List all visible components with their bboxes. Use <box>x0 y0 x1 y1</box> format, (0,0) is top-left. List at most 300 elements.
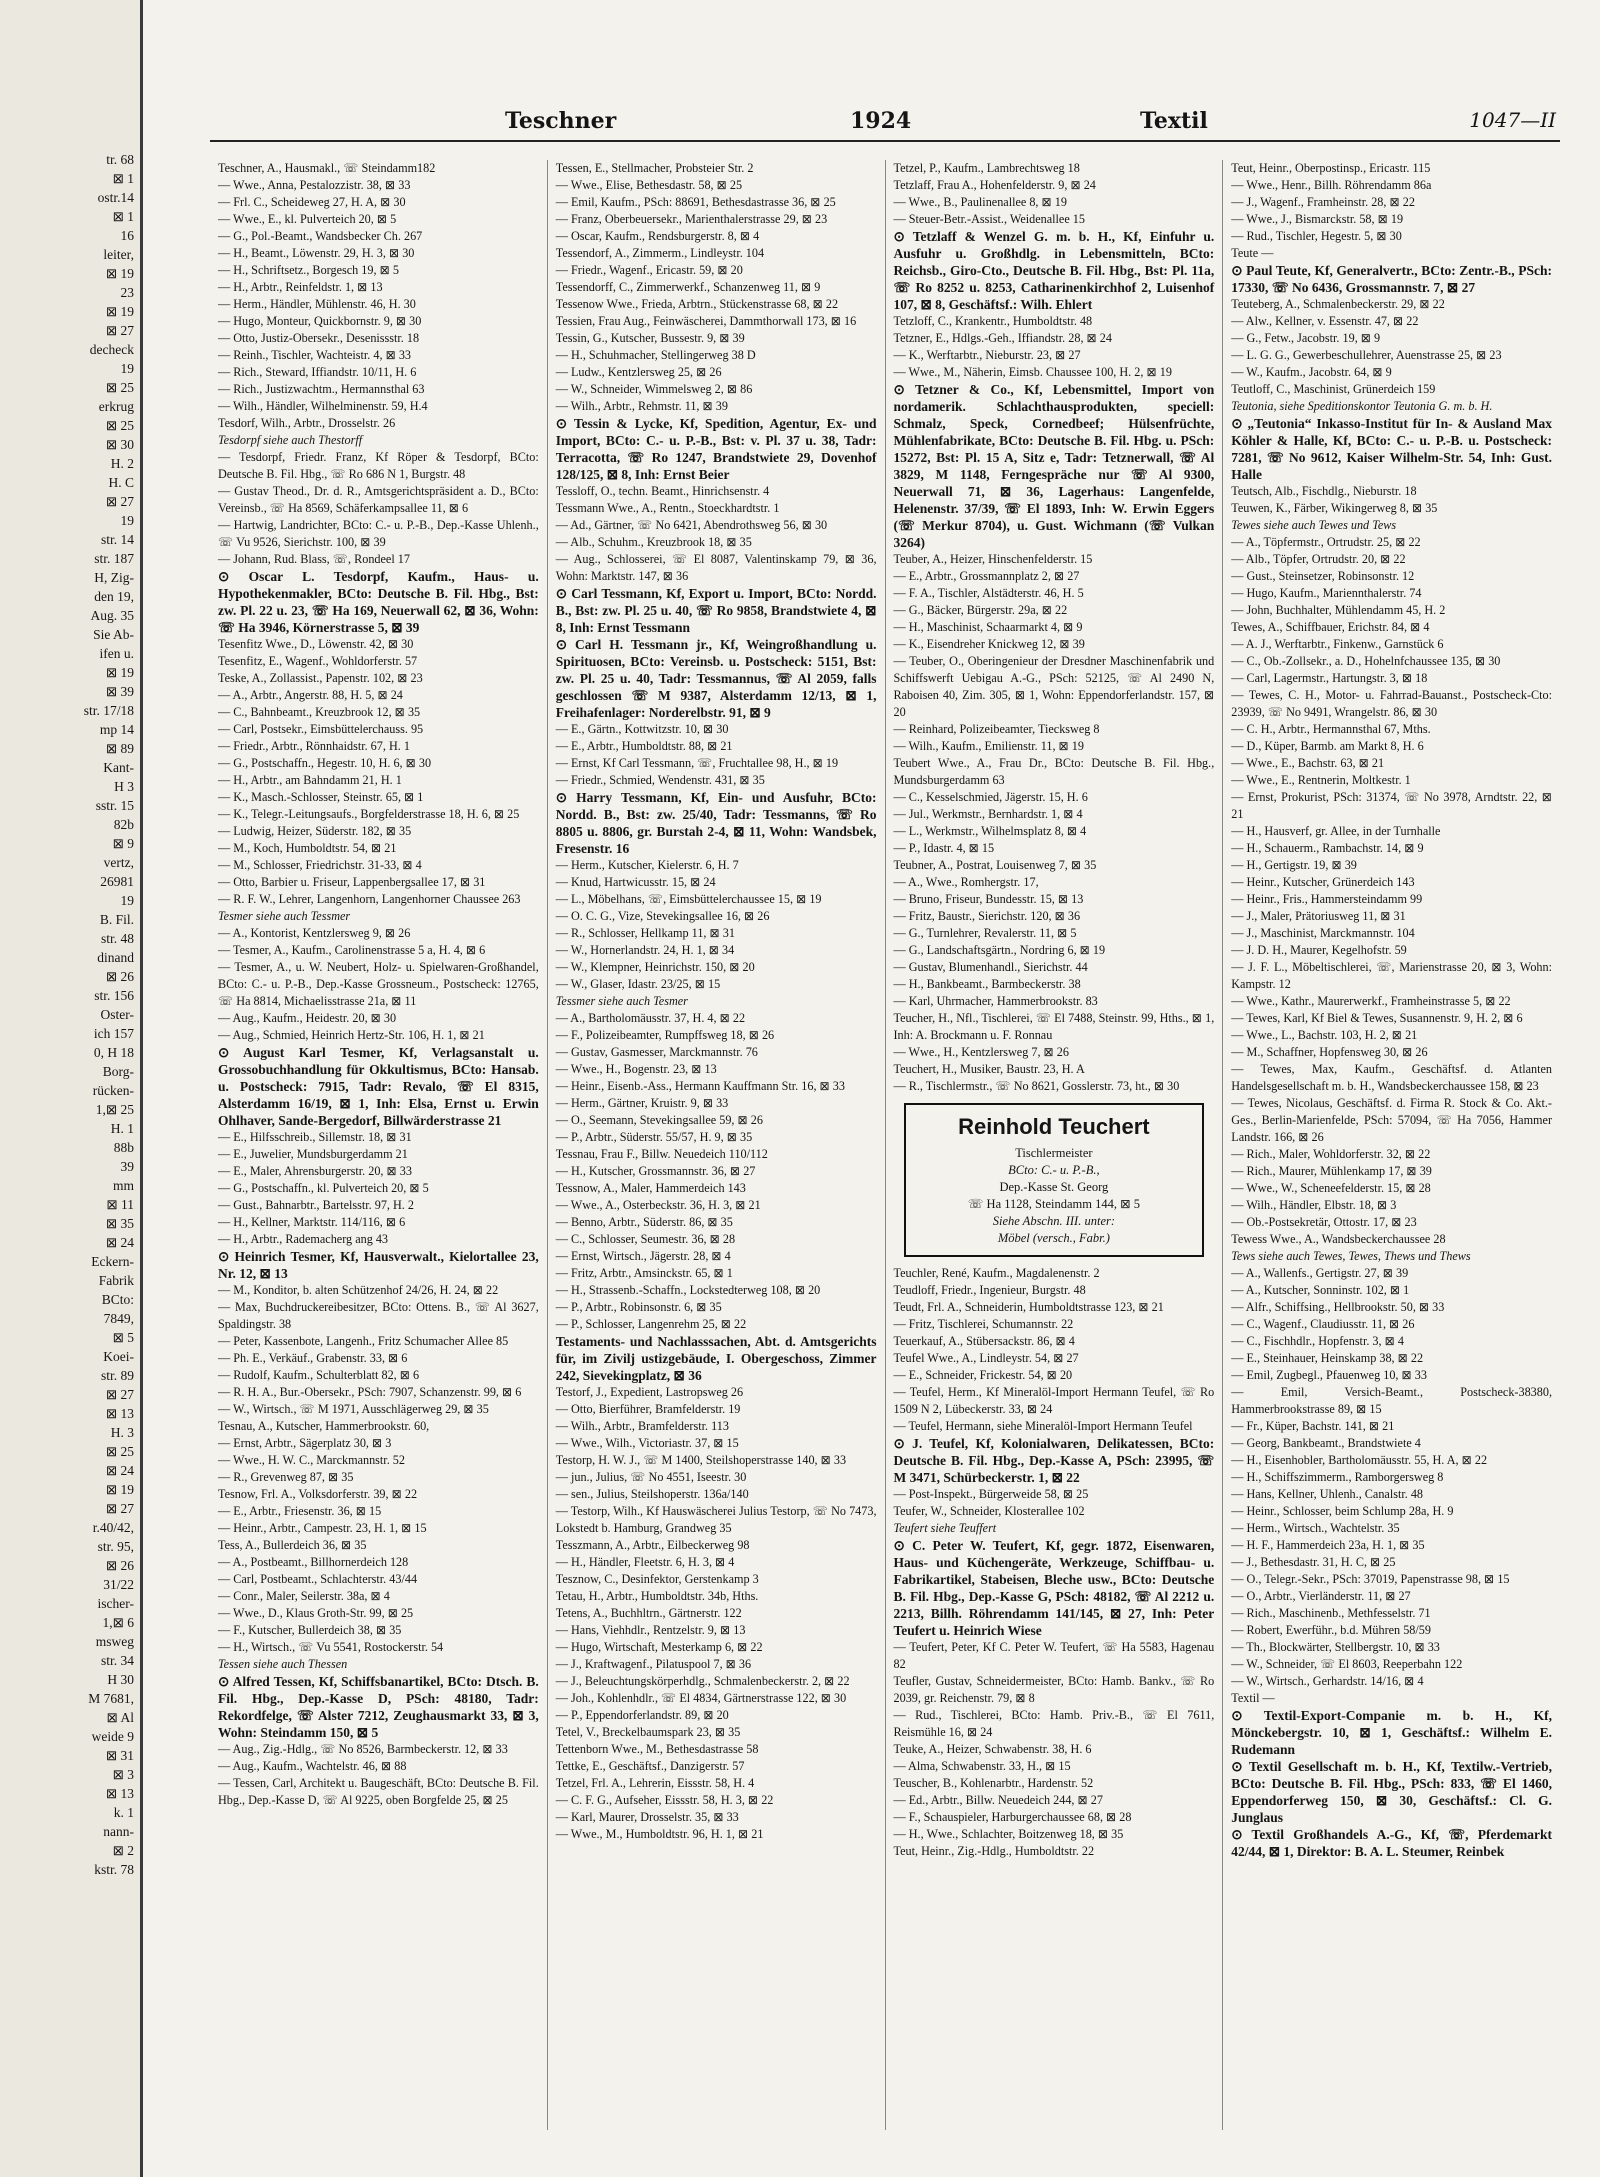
directory-entry: — H., Gertigstr. 19, ⊠ 39 <box>1231 858 1357 872</box>
edge-fragment: ⊠ 19 <box>105 665 134 680</box>
directory-entry: — Franz, Oberbeuersekr., Marienthalerstrasse 29, ⊠ 23 <box>555 212 828 226</box>
directory-entry: — R., Tischlermstr., ☏ No 8621, Gosslerstr. 73, ht., ⊠ 30 <box>893 1079 1180 1093</box>
edge-fragment: ⊠ 25 <box>105 418 134 433</box>
edge-fragment: ⊠ 24 <box>105 1463 134 1478</box>
directory-entry: — G., Turnlehrer, Revalerstr. 11, ⊠ 5 <box>893 926 1077 940</box>
edge-fragment: B. Fil. <box>99 912 134 927</box>
directory-entry: — A., Töpfermstr., Ortrudstr. 25, ⊠ 22 <box>1231 535 1421 549</box>
directory-entry: — P., Arbtr., Süderstr. 55/57, H. 9, ⊠ 35 <box>555 1130 753 1144</box>
directory-entry: — E., Gärtn., Kottwitzstr. 10, ⊠ 30 <box>555 722 729 736</box>
edge-fragment: ⊠ 26 <box>105 1558 134 1573</box>
directory-entry: Teufler, Gustav, Schneidermeister, BCto: Hamb. Bankv., ☏ Ro 2039, gr. Reichenstr. 79, ⊠ 8 <box>893 1674 1215 1705</box>
directory-entry: — Wwe., H., Bogenstr. 23, ⊠ 13 <box>555 1062 717 1076</box>
edge-fragment: ⊠ 11 <box>106 1197 134 1212</box>
advertisement-box <box>904 1103 1205 1257</box>
edge-fragment: ⊠ 5 <box>112 1330 134 1345</box>
column-2 <box>547 160 885 2130</box>
edge-fragment: ifen u. <box>99 646 134 661</box>
directory-entry: — O., Arbtr., Vierländerstr. 11, ⊠ 27 <box>1231 1589 1411 1603</box>
directory-entry: — M., Konditor, b. alten Schützenhof 24/26, H. 24, ⊠ 22 <box>218 1283 499 1297</box>
directory-entry: — J., Maschinist, Marckmannstr. 104 <box>1231 926 1415 940</box>
edge-fragment: ⊠ 19 <box>105 1482 134 1497</box>
directory-entry: — Wwe., E., kl. Pulverteich 20, ⊠ 5 <box>218 212 397 226</box>
directory-entry: ⊙ Tessin & Lycke, Kf, Spedition, Agentur, Ex- und Import, BCto: C.- u. P.-B., Bst: v. Pl. 37 u. 38, Tadr: Terracotta, ☏ Ro 1247, Brandstwiete 29, Dovenhof 128/125, ⊠ 8, Inh: Ernst Beier <box>555 416 877 482</box>
directory-entry: — Wwe., M., Humboldtstr. 96, H. 1, ⊠ 21 <box>555 1827 764 1841</box>
ad-line: Dep.-Kasse St. Georg <box>999 1180 1109 1194</box>
directory-entry: — Otto, Barbier u. Friseur, Lappenbergsallee 17, ⊠ 31 <box>218 875 486 889</box>
directory-entry: — D., Küper, Barmb. am Markt 8, H. 6 <box>1231 739 1424 753</box>
directory-entry: — Herm., Händler, Mühlenstr. 46, H. 30 <box>218 297 416 311</box>
directory-entry: — Rich., Steward, Iffiandstr. 10/11, H. 6 <box>218 365 417 379</box>
ad-title: Reinhold Teuchert <box>958 1114 1150 1139</box>
directory-entry: — Gustav Theod., Dr. d. R., Amtsgerichtspräsident a. D., BCto: Vereinsb., ☏ Ha 8569, Schäferkampsallee 11, ⊠ 6 <box>218 484 539 515</box>
directory-entry: — Aug., Zig.-Hdlg., ☏ No 8526, Barmbeckerstr. 12, ⊠ 33 <box>218 1742 508 1756</box>
directory-entry: Tesmer siehe auch Tessmer <box>218 909 351 923</box>
directory-entry: — Otto, Bierführer, Bramfelderstr. 19 <box>555 1402 741 1416</box>
directory-entry: — Tewes, Max, Kaufm., Geschäftsf. d. Atlanten Handelsgesellschaft m. b. H., Wandsbeckerchaussee 158, ⊠ 23 <box>1231 1062 1552 1093</box>
directory-entry: ⊙ Oscar L. Tesdorpf, Kaufm., Haus- u. Hypothekenmakler, BCto: Deutsche B. Fil. Hbg., Bst: zw. Pl. 22 u. 23, ☏ Ha 169, Neuerwall 62, ⊠ 36, Wohn: ☏ Ha 3946, Körnerstrasse 5, ⊠ 39 <box>218 569 539 635</box>
directory-entry: — Heinr., Schlosser, beim Schlump 28a, H. 9 <box>1231 1504 1454 1518</box>
edge-fragment: ⊠ 27 <box>105 494 134 509</box>
adjacent-page-text <box>0 150 140 1879</box>
directory-entry: — Wwe., W., Scheneefelderstr. 15, ⊠ 28 <box>1231 1181 1431 1195</box>
directory-entry: — Aug., Schlosserei, ☏ El 8087, Valentinskamp 79, ⊠ 36, Wohn: Marktstr. 147, ⊠ 36 <box>555 552 877 583</box>
directory-entry: — A., Wwe., Romhergstr. 17, <box>893 875 1039 889</box>
edge-fragment: den 19, <box>94 589 134 604</box>
directory-entry: — Frl. C., Scheideweg 27, H. A, ⊠ 30 <box>218 195 406 209</box>
directory-entry: — Conr., Maler, Seilerstr. 38a, ⊠ 4 <box>218 1589 390 1603</box>
directory-entry: — W., Hornerlandstr. 24, H. 1, ⊠ 34 <box>555 943 735 957</box>
directory-entry: — W., Glaser, Idastr. 23/25, ⊠ 15 <box>555 977 721 991</box>
directory-entry: — W., Schneider, Wimmelsweg 2, ⊠ 86 <box>555 382 753 396</box>
directory-entry: — H., Beamt., Löwenstr. 29, H. 3, ⊠ 30 <box>218 246 415 260</box>
directory-entry: — H., Wwe., Schlachter, Boitzenweg 18, ⊠ 35 <box>893 1827 1124 1841</box>
edge-fragment: ⊠ Al <box>106 1710 134 1725</box>
directory-entry: Tesenfitz, E., Wagenf., Wohldorferstr. 57 <box>218 654 418 668</box>
directory-entry: — Friedr., Wagenf., Ericastr. 59, ⊠ 20 <box>555 263 743 277</box>
directory-entry: — Wwe., J., Bismarckstr. 58, ⊠ 19 <box>1231 212 1404 226</box>
directory-entry: — Reinh., Tischler, Wachteistr. 4, ⊠ 33 <box>218 348 412 362</box>
directory-entry: — Fritz, Tischlerei, Schumannstr. 22 <box>893 1317 1074 1331</box>
directory-entry: — Gustav, Blumenhandl., Sierichstr. 44 <box>893 960 1088 974</box>
directory-entry: — R. H. A., Bur.-Obersekr., PSch: 7907, Schanzenstr. 99, ⊠ 6 <box>218 1385 522 1399</box>
directory-entry: — Friedr., Schmied, Wendenstr. 431, ⊠ 35 <box>555 773 765 787</box>
directory-entry: — Tesmer, A., u. W. Neubert, Holz- u. Spielwaren-Großhandel, BCto: C.- u. P.-B., Dep.-Kasse Grossneum., Postscheck: 12765, ☏ Ha 8814, Michaelisstrasse 21a, ⊠ 11 <box>218 960 539 1008</box>
directory-entry: — F., Kutscher, Bullerdeich 38, ⊠ 35 <box>218 1623 402 1637</box>
directory-entry: — E., Steinhauer, Heinskamp 38, ⊠ 22 <box>1231 1351 1424 1365</box>
directory-entry: — J. D. H., Maurer, Kegelhofstr. 59 <box>1231 943 1407 957</box>
edge-fragment: H. 2 <box>110 456 134 471</box>
directory-entry: — Peter, Kassenbote, Langenh., Fritz Schumacher Allee 85 <box>218 1334 509 1348</box>
directory-entry: — G., Bäcker, Bürgerstr. 29a, ⊠ 22 <box>893 603 1068 617</box>
directory-entry: — H., Schriftsetz., Borgesch 19, ⊠ 5 <box>218 263 399 277</box>
directory-entry: — H., Schuhmacher, Stellingerweg 38 D <box>555 348 756 362</box>
directory-entry: — Carl, Postbeamt., Schlachterstr. 43/44 <box>218 1572 418 1586</box>
directory-entry: — H. F., Hammerdeich 23a, H. 1, ⊠ 35 <box>1231 1538 1425 1552</box>
edge-fragment: mp 14 <box>99 722 134 737</box>
directory-entry: — Carl, Lagermstr., Hartungstr. 3, ⊠ 18 <box>1231 671 1428 685</box>
directory-entry: Teudloff, Friedr., Ingenieur, Burgstr. 48 <box>893 1283 1086 1297</box>
directory-entry: Teucher, H., Nfl., Tischlerei, ☏ El 7488, Steinstr. 99, Hths., ⊠ 1, Inh: A. Brockmann u. F. Ronnau <box>893 1011 1215 1042</box>
directory-entry: Tetzner, E., Hdlgs.-Geh., Iffiandstr. 28, ⊠ 24 <box>893 331 1112 345</box>
edge-fragment: ⊠ 19 <box>105 304 134 319</box>
directory-entry: — sen., Julius, Steilshoperstr. 136a/140 <box>555 1487 749 1501</box>
directory-entry: — Wilh., Händler, Elbstr. 18, ⊠ 3 <box>1231 1198 1397 1212</box>
directory-entry: — K., Werftarbtr., Nieburstr. 23, ⊠ 27 <box>893 348 1081 362</box>
edge-fragment: ⊠ 13 <box>105 1786 134 1801</box>
directory-entry: — H., Kutscher, Grossmannstr. 36, ⊠ 27 <box>555 1164 756 1178</box>
directory-entry: — Georg, Bankbeamt., Brandstwiete 4 <box>1231 1436 1421 1450</box>
directory-entry: — Wwe., A., Osterbeckstr. 36, H. 3, ⊠ 21 <box>555 1198 761 1212</box>
directory-entry: — Robert, Ewerführ., b.d. Mühren 58/59 <box>1231 1623 1431 1637</box>
edge-fragment: Eckern- <box>91 1254 134 1269</box>
directory-entry: — Teuber, O., Oberingenieur der Dresdner Maschinenfabrik und Schiffswerft Uebigau A.-G., PSch: 52125, ☏ Al 2490 N, Raboisen 40, Zim. 305, ⊠ 1, Wohn: Eppendorferlandstr. 157, ⊠ 20 <box>893 654 1215 719</box>
directory-entry: — Emil, Kaufm., PSch: 88691, Bethesdastrasse 36, ⊠ 25 <box>555 195 836 209</box>
edge-fragment: H 3 <box>114 779 134 794</box>
directory-entry: — H., Arbtr., Rademacherg ang 43 <box>218 1232 389 1246</box>
ad-line: Möbel (versch., Fabr.) <box>997 1231 1110 1245</box>
directory-entry: — J., Kraftwagenf., Pilatuspool 7, ⊠ 36 <box>555 1657 752 1671</box>
directory-entry: Tewess Wwe., A., Wandsbeckerchaussee 28 <box>1231 1232 1446 1246</box>
directory-entry: — C., Wagenf., Claudiusstr. 11, ⊠ 26 <box>1231 1317 1415 1331</box>
directory-entry: — Wwe., E., Bachstr. 63, ⊠ 21 <box>1231 756 1385 770</box>
directory-entry: ⊙ Textil-Export-Companie m. b. H., Kf, Mönckebergstr. 10, ⊠ 1, Geschäftsf.: Wilhelm E. Rudemann <box>1231 1708 1552 1757</box>
directory-entry: ⊙ Tetzner & Co., Kf, Lebensmittel, Import von nordamerik. Schlachthausprodukten, speciell: Schmalz, Speck, Cornedbeef; Hülsenfrüchte, Mühlenfabrikate, BCto: Deutsche B. Fil. Hbg. u. PSch: 15272, Bst: Pl. 15 A, Sitz e, Tadr: Tetznerwall, ☏ Al 3829, M 1148, Ferngespräche nur ☏ Al 9300, Neuerwall 71, ⊠ 36, Lagerhaus: Langenfelde, Helenenstr. 37/39, ☏ El 1893, Inh: W. Erwin Eggers (☏ Merkur 8704), u. Gust. Wichmann (☏ Vulkan 3264) <box>893 382 1215 550</box>
edge-fragment: ⊠ 9 <box>112 836 134 851</box>
directory-entry: Testorp, H. W. J., ☏ M 1400, Steilshoperstrasse 140, ⊠ 33 <box>555 1453 847 1467</box>
directory-entry: — Wwe., Henr., Billh. Röhrendamm 86a <box>1231 178 1432 192</box>
edge-fragment: str. 95, <box>97 1539 134 1554</box>
directory-entry: — Th., Blockwärter, Stellbergstr. 10, ⊠ 33 <box>1231 1640 1440 1654</box>
directory-entry: Teufel Wwe., A., Lindleystr. 54, ⊠ 27 <box>893 1351 1079 1365</box>
directory-entry: — H., Bankbeamt., Barmbeckerstr. 38 <box>893 977 1081 991</box>
directory-entry: — L., Möbelhans, ☏, Eimsbüttelerchaussee 15, ⊠ 19 <box>555 892 822 906</box>
column-3 <box>885 160 1223 2130</box>
directory-entry: — E., Juwelier, Mundsburgerdamm 21 <box>218 1147 408 1161</box>
directory-entry: ⊙ Tetzlaff & Wenzel G. m. b. H., Kf, Einfuhr u. Ausfuhr u. Großhdlg. in Lebensmitteln, BCto: Reichsb., Giro-Cto., Deutsche B. Fil. Hbg., Bst: Pl. 11a, ☏ Ro 8252 u. 8253, Catharinenkirchhof 2, Luisenhof 107, ⊠ 8, Geschäftsf.: Wilh. Ehlert <box>893 229 1215 312</box>
directory-entry: — John, Buchhalter, Mühlendamm 45, H. 2 <box>1231 603 1446 617</box>
directory-entry: — A., Kutscher, Sonninstr. 102, ⊠ 1 <box>1231 1283 1410 1297</box>
directory-entry: — L. G. G., Gewerbeschullehrer, Auenstrasse 25, ⊠ 23 <box>1231 348 1502 362</box>
directory-entry: — Alma, Schwabenstr. 33, H., ⊠ 15 <box>893 1759 1071 1773</box>
edge-fragment: BCto: <box>101 1292 134 1307</box>
directory-entry: Teuwen, K., Färber, Wikingerweg 8, ⊠ 35 <box>1231 501 1438 515</box>
directory-entry: Teutsch, Alb., Fischdlg., Nieburstr. 18 <box>1231 484 1417 498</box>
adjacent-page-edge <box>0 0 143 2177</box>
directory-entry: — H., Kellner, Marktstr. 114/116, ⊠ 6 <box>218 1215 406 1229</box>
directory-entry: Tessenow Wwe., Frieda, Arbtrn., Stückenstrasse 68, ⊠ 22 <box>555 297 839 311</box>
directory-entry: — C. F. G., Aufseher, Eissstr. 58, H. 3, ⊠ 22 <box>555 1793 774 1807</box>
directory-entry: — E., Hilfsschreib., Sillemstr. 18, ⊠ 31 <box>218 1130 412 1144</box>
directory-entry: — J., Wagenf., Framheinstr. 28, ⊠ 22 <box>1231 195 1415 209</box>
directory-entry: — H., Eisenhobler, Bartholomäusstr. 55, H. A, ⊠ 22 <box>1231 1453 1488 1467</box>
directory-entry: — H., Arbtr., am Bahndamm 21, H. 1 <box>218 773 402 787</box>
directory-entry: — G., Postschaffn., kl. Pulverteich 20, ⊠ 5 <box>218 1181 429 1195</box>
directory-entry: Tessmann Wwe., A., Rentn., Stoeckhardtstr. 1 <box>555 501 780 515</box>
directory-entry: — A., Postbeamt., Billhornerdeich 128 <box>218 1555 409 1569</box>
directory-entry: — Tessen, Carl, Architekt u. Baugeschäft, BCto: Deutsche B. Fil. Hbg., Dep.-Kasse D, ☏ Al 9225, oben Borgfelde 25, ⊠ 25 <box>218 1776 539 1807</box>
directory-entry: Tewes siehe auch Tewes und Tews <box>1231 518 1397 532</box>
directory-entry: — J. F. L., Möbeltischlerei, ☏, Marienstrasse 20, ⊠ 3, Wohn: Kampstr. 12 <box>1231 960 1552 991</box>
directory-entry: — Aug., Kaufm., Wachtelstr. 46, ⊠ 88 <box>218 1759 407 1773</box>
edge-fragment: ⊠ 35 <box>105 1216 134 1231</box>
directory-entry: — A., Wallenfs., Gertigstr. 27, ⊠ 39 <box>1231 1266 1409 1280</box>
directory-entry: — Hugo, Kaufm., Mariennthalerstr. 74 <box>1231 586 1422 600</box>
directory-entry: — Emil, Zugbegl., Pfauenweg 10, ⊠ 33 <box>1231 1368 1427 1382</box>
directory-entry: Tessmer siehe auch Tesmer <box>555 994 688 1008</box>
edge-fragment: 16 <box>120 228 134 243</box>
directory-entry: — Hartwig, Landrichter, BCto: C.- u. P.-B., Dep.-Kasse Uhlenh., ☏ Vu 9526, Sierichstr. 100, ⊠ 39 <box>218 518 539 549</box>
directory-entry: — Rich., Maurer, Mühlenkamp 17, ⊠ 39 <box>1231 1164 1432 1178</box>
directory-entry: — Karl, Maurer, Drosselstr. 35, ⊠ 33 <box>555 1810 739 1824</box>
directory-entry: — Heinr., Fris., Hammersteindamm 99 <box>1231 892 1423 906</box>
directory-entry: — Hans, Kellner, Uhlenh., Canalstr. 48 <box>1231 1487 1424 1501</box>
edge-fragment: 82b <box>113 817 134 832</box>
directory-entry: — M., Schlosser, Friedrichstr. 31-33, ⊠ 4 <box>218 858 422 872</box>
directory-entry: Tetzel, Frl. A., Lehrerin, Eissstr. 58, H. 4 <box>555 1776 755 1790</box>
directory-entry: Tessendorf, A., Zimmerm., Lindleystr. 104 <box>555 246 765 260</box>
edge-fragment: rücken- <box>92 1083 134 1098</box>
directory-entry: — Tewes, C. H., Motor- u. Fahrrad-Bauanst., Postscheck-Cto: 23939, ☏ No 9491, Wrangelstr. 86, ⊠ 30 <box>1231 688 1552 719</box>
directory-entry: ⊙ Textil Gesellschaft m. b. H., Kf, Textilw.-Vertrieb, BCto: Deutsche B. Fil. Hbg., PSch: 833, ☏ El 1460, Eppendorferweg 150, ⊠ 30, Geschäftsf.: Cl. G. Junglaus <box>1231 1759 1552 1825</box>
directory-entry: — M., Koch, Humboldtstr. 54, ⊠ 21 <box>218 841 397 855</box>
directory-entry: — Wwe., Elise, Bethesdastr. 58, ⊠ 25 <box>555 178 743 192</box>
directory-entry: — H., Händler, Fleetstr. 6, H. 3, ⊠ 4 <box>555 1555 735 1569</box>
edge-fragment: ⊠ 3 <box>112 1767 134 1782</box>
directory-columns <box>210 160 1560 2130</box>
directory-entry: — Heinr., Kutscher, Grünerdeich 143 <box>1231 875 1415 889</box>
directory-entry: Tesszmann, A., Arbtr., Eilbeckerweg 98 <box>555 1538 750 1552</box>
edge-fragment: kstr. 78 <box>94 1862 134 1877</box>
directory-entry: — P., Idastr. 4, ⊠ 15 <box>893 841 995 855</box>
directory-entry: — Tewes, Nicolaus, Geschäftsf. d. Firma R. Stock & Co. Akt.-Ges., Berlin-Marienfelde, PSch: 57094, ☏ Ha 7056, Hammer Landstr. 166, ⊠ 26 <box>1231 1096 1552 1144</box>
edge-fragment: dinand <box>97 950 134 965</box>
edge-fragment: ⊠ 39 <box>105 684 134 699</box>
directory-entry: — Max, Buchdruckereibesitzer, BCto: Ottens. B., ☏ Al 3627, Spaldingstr. 38 <box>218 1300 539 1331</box>
edge-fragment: Aug. 35 <box>90 608 134 623</box>
directory-entry: Testaments- und Nachlasssachen, Abt. d. Amtsgerichts für, im Zivilj ustizgebäude, I. Obergeschoss, Zimmer 242, Sievekingplatz, ⊠ 36 <box>555 1334 877 1383</box>
ad-line: Tischlermeister <box>1015 1146 1093 1160</box>
directory-entry: — Wilh., Arbtr., Bramfelderstr. 113 <box>555 1419 729 1433</box>
edge-fragment: 7849, <box>103 1311 134 1326</box>
edge-fragment: ⊠ 31 <box>105 1748 134 1763</box>
edge-fragment: ⊠ 30 <box>105 437 134 452</box>
header-category: Textil <box>1140 108 1208 134</box>
directory-entry: — Rudolf, Kaufm., Schulterblatt 82, ⊠ 6 <box>218 1368 420 1382</box>
directory-entry: Tessnau, Frau F., Billw. Neuedeich 110/112 <box>555 1147 768 1161</box>
directory-entry: Teuerkauf, A., Stübersackstr. 86, ⊠ 4 <box>893 1334 1075 1348</box>
directory-entry: — Ludw., Kentzlersweg 25, ⊠ 26 <box>555 365 722 379</box>
edge-fragment: ⊠ 27 <box>105 1387 134 1402</box>
edge-fragment: mm <box>112 1178 134 1193</box>
directory-entry: — Carl, Postsekr., Eimsbüttelerchauss. 95 <box>218 722 424 736</box>
directory-entry: ⊙ Carl Tessmann, Kf, Export u. Import, BCto: Nordd. B., Bst: zw. Pl. 25 u. 40, ☏ Ro 9858, Brandstwiete 4, ⊠ 8, Inh: Ernst Tessmann <box>555 586 877 635</box>
directory-entry: — A., Bartholomäusstr. 37, H. 4, ⊠ 22 <box>555 1011 746 1025</box>
directory-entry: — Friedr., Arbtr., Rönnhaidstr. 67, H. 1 <box>218 739 410 753</box>
directory-entry: — C., Fischhdlr., Hopfenstr. 3, ⊠ 4 <box>1231 1334 1404 1348</box>
directory-entry: — Bruno, Friseur, Bundesstr. 15, ⊠ 13 <box>893 892 1084 906</box>
directory-entry: — P., Schlosser, Langenrehm 25, ⊠ 22 <box>555 1317 747 1331</box>
edge-fragment: Kant- <box>103 760 134 775</box>
directory-entry: — K., Eisendreher Knickweg 12, ⊠ 39 <box>893 637 1085 651</box>
edge-fragment: ⊠ 27 <box>105 1501 134 1516</box>
directory-entry: Teutonia, siehe Speditionskontor Teutonia G. m. b. H. <box>1231 399 1493 413</box>
directory-entry: — Tesdorpf, Friedr. Franz, Kf Röper & Tesdorpf, BCto: Deutsche B. Fil. Hbg., ☏ Ro 686 N 1, Burgstr. 48 <box>218 450 539 481</box>
directory-entry: Tesdorpf siehe auch Thestorff <box>218 433 363 447</box>
directory-entry: — Oscar, Kaufm., Rendsburgerstr. 8, ⊠ 4 <box>555 229 760 243</box>
directory-entry: — Alb., Schuhm., Kreuzbrook 18, ⊠ 35 <box>555 535 752 549</box>
header-running-title: Teschner <box>505 108 617 134</box>
column-3-upper <box>894 160 1215 1095</box>
directory-entry: — Wwe., H. W. C., Marckmannstr. 52 <box>218 1453 405 1467</box>
edge-fragment: H. 3 <box>110 1425 134 1440</box>
directory-entry: — Wwe., Wilh., Victoriastr. 37, ⊠ 15 <box>555 1436 739 1450</box>
edge-fragment: ⊠ 25 <box>105 380 134 395</box>
edge-fragment: Borg- <box>102 1064 134 1079</box>
edge-fragment: tr. 68 <box>106 152 134 167</box>
directory-entry: — Wilh., Arbtr., Rehmstr. 11, ⊠ 39 <box>555 399 728 413</box>
directory-entry: — Johann, Rud. Blass, ☏, Rondeel 17 <box>218 552 410 566</box>
directory-entry: — H., Maschinist, Schaarmarkt 4, ⊠ 9 <box>893 620 1083 634</box>
directory-entry: — J., Bethesdastr. 31, H. C, ⊠ 25 <box>1231 1555 1396 1569</box>
header-page-number: 1047—II <box>1469 108 1556 132</box>
directory-entry: — G., Landschaftsgärtn., Nordring 6, ⊠ 19 <box>893 943 1106 957</box>
edge-fragment: H, Zig- <box>94 570 134 585</box>
directory-entry: — Teufert, Peter, Kf C. Peter W. Teufert, ☏ Ha 5583, Hagenau 82 <box>893 1640 1215 1671</box>
edge-fragment: decheck <box>89 342 134 357</box>
edge-fragment: r.40/42, <box>92 1520 134 1535</box>
directory-entry: Tessloff, O., techn. Beamt., Hinrichsenstr. 4 <box>555 484 770 498</box>
directory-entry: Teut, Heinr., Zig.-Hdlg., Humboldtstr. 22 <box>893 1844 1095 1858</box>
directory-entry: — L., Werkmstr., Wilhelmsplatz 8, ⊠ 4 <box>893 824 1087 838</box>
directory-entry: Tetzlaff, Frau A., Hohenfelderstr. 9, ⊠ 24 <box>893 178 1096 192</box>
edge-fragment: 0, H 18 <box>93 1045 134 1060</box>
directory-entry: — W., Kaufm., Jacobstr. 64, ⊠ 9 <box>1231 365 1392 379</box>
edge-fragment: 1,⊠ 6 <box>102 1615 134 1630</box>
directory-entry: — P., Eppendorferlandstr. 89, ⊠ 20 <box>555 1708 729 1722</box>
page-header <box>210 100 1560 142</box>
edge-fragment: str. 187 <box>94 551 134 566</box>
directory-entry: — C., Schlosser, Seumestr. 36, ⊠ 28 <box>555 1232 736 1246</box>
directory-entry: — F. A., Tischler, Alstädterstr. 46, H. 5 <box>893 586 1084 600</box>
directory-entry: — Joh., Kohlenhdlr., ☏ El 4834, Gärtnerstrasse 122, ⊠ 30 <box>555 1691 847 1705</box>
directory-entry: — Ernst, Wirtsch., Jägerstr. 28, ⊠ 4 <box>555 1249 731 1263</box>
edge-fragment: ⊠ 27 <box>105 323 134 338</box>
directory-entry: — G., Pol.-Beamt., Wandsbecker Ch. 267 <box>218 229 423 243</box>
edge-fragment: str. 156 <box>94 988 134 1003</box>
directory-entry: — C., Kesselschmied, Jägerstr. 15, H. 6 <box>893 790 1088 804</box>
edge-fragment: ⊠ 24 <box>105 1235 134 1250</box>
directory-entry: — C., Ob.-Zollsekr., a. D., Hohelnfchaussee 135, ⊠ 30 <box>1231 654 1501 668</box>
directory-entry: — Wwe., B., Paulinenallee 8, ⊠ 19 <box>893 195 1067 209</box>
directory-entry: ⊙ Harry Tessmann, Kf, Ein- und Ausfuhr, BCto: Nordd. B., Bst: zw. 25/40, Tadr: Tessmanns, ☏ Ro 8805 u. 8806, gr. Burstah 2-4, ⊠ 11, Wohn: Wandsbek, Fresenstr. 16 <box>555 790 877 856</box>
edge-fragment: str. 14 <box>100 532 134 547</box>
directory-entry: — C., Bahnbeamt., Kreuzbrook 12, ⊠ 35 <box>218 705 421 719</box>
directory-entry: — Steuer-Betr.-Assist., Weidenallee 15 <box>893 212 1085 226</box>
directory-entry: Teudt, Frl. A., Schneiderin, Humboldtstrasse 123, ⊠ 21 <box>893 1300 1164 1314</box>
directory-entry: Teuke, A., Heizer, Schwabenstr. 38, H. 6 <box>893 1742 1092 1756</box>
edge-fragment: Oster- <box>100 1007 134 1022</box>
directory-entry: — Heinr., Eisenb.-Ass., Hermann Kauffmann Str. 16, ⊠ 33 <box>555 1079 845 1093</box>
directory-entry: — E., Schneider, Frickestr. 54, ⊠ 20 <box>893 1368 1073 1382</box>
directory-entry: — Tewes, Karl, Kf Biel & Tewes, Susannenstr. 9, H. 2, ⊠ 6 <box>1231 1011 1523 1025</box>
directory-entry: Tessendorff, C., Zimmerwerkf., Schanzenweg 11, ⊠ 9 <box>555 280 821 294</box>
edge-fragment: H 30 <box>107 1672 134 1687</box>
edge-fragment: ich 157 <box>93 1026 134 1041</box>
directory-entry: — Wwe., D., Klaus Groth-Str. 99, ⊠ 25 <box>218 1606 414 1620</box>
directory-entry: Tetzel, P., Kaufm., Lambrechtsweg 18 <box>893 161 1080 175</box>
edge-fragment: ⊠ 1 <box>112 171 134 186</box>
directory-entry: — Post-Inspekt., Bürgerweide 58, ⊠ 25 <box>893 1487 1089 1501</box>
directory-entry: — Fr., Küper, Bachstr. 141, ⊠ 21 <box>1231 1419 1395 1433</box>
directory-entry: Tetel, V., Breckelbaumspark 23, ⊠ 35 <box>555 1725 741 1739</box>
directory-entry: — Alfr., Schiffsing., Hellbrookstr. 50, ⊠ 33 <box>1231 1300 1445 1314</box>
directory-entry: — Fritz, Baustr., Sierichstr. 120, ⊠ 36 <box>893 909 1081 923</box>
directory-entry: — A., Arbtr., Angerstr. 88, H. 5, ⊠ 24 <box>218 688 403 702</box>
directory-entry: Teschner, A., Hausmakl., ☏ Steindamm182 <box>218 161 436 175</box>
directory-entry: — W., Schneider, ☏ El 8603, Reeperbahn 122 <box>1231 1657 1463 1671</box>
directory-entry: Tesznow, C., Desinfektor, Gerstenkamp 3 <box>555 1572 759 1586</box>
edge-fragment: H. 1 <box>110 1121 134 1136</box>
directory-entry: — R. F. W., Lehrer, Langenhorn, Langenhorner Chaussee 263 <box>218 892 521 906</box>
edge-fragment: str. 17/18 <box>83 703 134 718</box>
directory-entry: — Teufel, Herm., Kf Mineralöl-Import Hermann Teufel, ☏ Ro 1509 N 2, Lübeckerstr. 33, ⊠ 24 <box>893 1385 1215 1416</box>
directory-entry: Tetzloff, C., Krankentr., Humboldtstr. 48 <box>893 314 1093 328</box>
directory-entry: Tews siehe auch Tewes, Tewes, Thews und Thews <box>1231 1249 1471 1263</box>
directory-entry: — E., Maler, Ahrensburgerstr. 20, ⊠ 33 <box>218 1164 412 1178</box>
directory-entry: — Wilh., Händler, Wilhelminenstr. 59, H.4 <box>218 399 428 413</box>
directory-entry: Teuteberg, A., Schmalenbeckerstr. 29, ⊠ 22 <box>1231 297 1445 311</box>
directory-entry: Teute — <box>1231 246 1274 260</box>
directory-entry: — O., Telegr.-Sekr., PSch: 37019, Papenstrasse 98, ⊠ 15 <box>1231 1572 1510 1586</box>
directory-entry: ⊙ Paul Teute, Kf, Generalvertr., BCto: Zentr.-B., PSch: 17330, ☏ No 6436, Grossmannstr. 7, ⊠ 27 <box>1231 263 1552 295</box>
edge-fragment: ⊠ 1 <box>112 209 134 224</box>
directory-entry: — Gust., Steinsetzer, Robinsonstr. 12 <box>1231 569 1415 583</box>
ad-line: ☏ Ha 1128, Steindamm 144, ⊠ 5 <box>967 1197 1140 1211</box>
directory-entry: Teuchert, H., Musiker, Baustr. 23, H. A <box>893 1062 1085 1076</box>
directory-entry: — Rud., Tischlerei, BCto: Hamb. Priv.-B., ☏ El 7611, Reismühle 16, ⊠ 24 <box>893 1708 1215 1739</box>
directory-entry: — H., Hausverf, gr. Allee, in der Turnhalle <box>1231 824 1441 838</box>
directory-entry: ⊙ Alfred Tessen, Kf, Schiffsbanartikel, BCto: Dtsch. B. Fil. Hbg., Dep.-Kasse D, PSch: 48180, Tadr: Rekordfelge, ☏ Alster 7212, Zeughausmarkt 33, ⊠ 3, Wohn: Steindamm 150, ⊠ 5 <box>218 1674 539 1740</box>
directory-entry: — E., Arbtr., Friesenstr. 36, ⊠ 15 <box>218 1504 382 1518</box>
column-1 <box>210 160 547 2130</box>
directory-entry: Teut, Heinr., Oberpostinsp., Ericastr. 115 <box>1231 161 1431 175</box>
directory-entry: — G., Postschaffn., Hegestr. 10, H. 6, ⊠ 30 <box>218 756 432 770</box>
directory-entry: ⊙ J. Teufel, Kf, Kolonialwaren, Delikatessen, BCto: Deutsche B. Fil. Hbg., Dep.-Kasse A, PSch: 23995, ☏ M 3471, Schürbeckerstr. 1, ⊠ 22 <box>893 1436 1215 1485</box>
edge-fragment: weide 9 <box>91 1729 134 1744</box>
directory-entry: Tesnow, Frl. A., Volksdorferstr. 39, ⊠ 22 <box>218 1487 418 1501</box>
directory-entry: Teuber, A., Heizer, Hinschenfelderstr. 15 <box>893 552 1093 566</box>
directory-entry: — Heinr., Arbtr., Campestr. 23, H. 1, ⊠ 15 <box>218 1521 427 1535</box>
directory-entry: ⊙ Carl H. Tessmann jr., Kf, Weingroßhandlung u. Spirituosen, BCto: Vereinsb. u. Postscheck: 5151, Bst: zw. Pl. 25 u. 40, Tadr: Tessmannus, ☏ Al 2059, falls geschlossen ☏ M 9387, Alsterdamm 12/13, ⊠ 1, Freihafenlager: Norderelbstr. 91, ⊠ 9 <box>555 637 877 720</box>
directory-entry: — Herm., Gärtner, Kruistr. 9, ⊠ 33 <box>555 1096 729 1110</box>
edge-fragment: Fabrik <box>98 1273 134 1288</box>
directory-entry: Teufer, W., Schneider, Klosterallee 102 <box>893 1504 1085 1518</box>
directory-entry: Tessien, Frau Aug., Feinwäscherei, Dammthorwall 173, ⊠ 16 <box>555 314 857 328</box>
directory-entry: Tetens, A., Buchhltrn., Gärtnerstr. 122 <box>555 1606 742 1620</box>
directory-entry: ⊙ Heinrich Tesmer, Kf, Hausverwalt., Kielortallee 23, Nr. 12, ⊠ 13 <box>218 1249 539 1281</box>
column-4 <box>1222 160 1560 2130</box>
directory-entry: — R., Schlosser, Hellkamp 11, ⊠ 31 <box>555 926 735 940</box>
directory-entry: — M., Schaffner, Hopfensweg 30, ⊠ 26 <box>1231 1045 1428 1059</box>
directory-entry: Tettke, E., Geschäftsf., Danzigerstr. 57 <box>555 1759 745 1773</box>
directory-entry: — Emil, Versich-Beamt., Postscheck-38380, Hammerbrookstrasse 89, ⊠ 15 <box>1231 1385 1552 1416</box>
directory-entry: — K., Telegr.-Leitungsaufs., Borgfelderstrasse 18, H. 6, ⊠ 25 <box>218 807 520 821</box>
directory-entry: Teubert Wwe., A., Frau Dr., BCto: Deutsche B. Fil. Hbg., Mundsburgerdamm 63 <box>893 756 1215 787</box>
ad-line: Siehe Abschn. III. unter: <box>992 1214 1116 1228</box>
edge-fragment: k. 1 <box>113 1805 134 1820</box>
directory-entry: — H., Schauerm., Rambachstr. 14, ⊠ 9 <box>1231 841 1424 855</box>
